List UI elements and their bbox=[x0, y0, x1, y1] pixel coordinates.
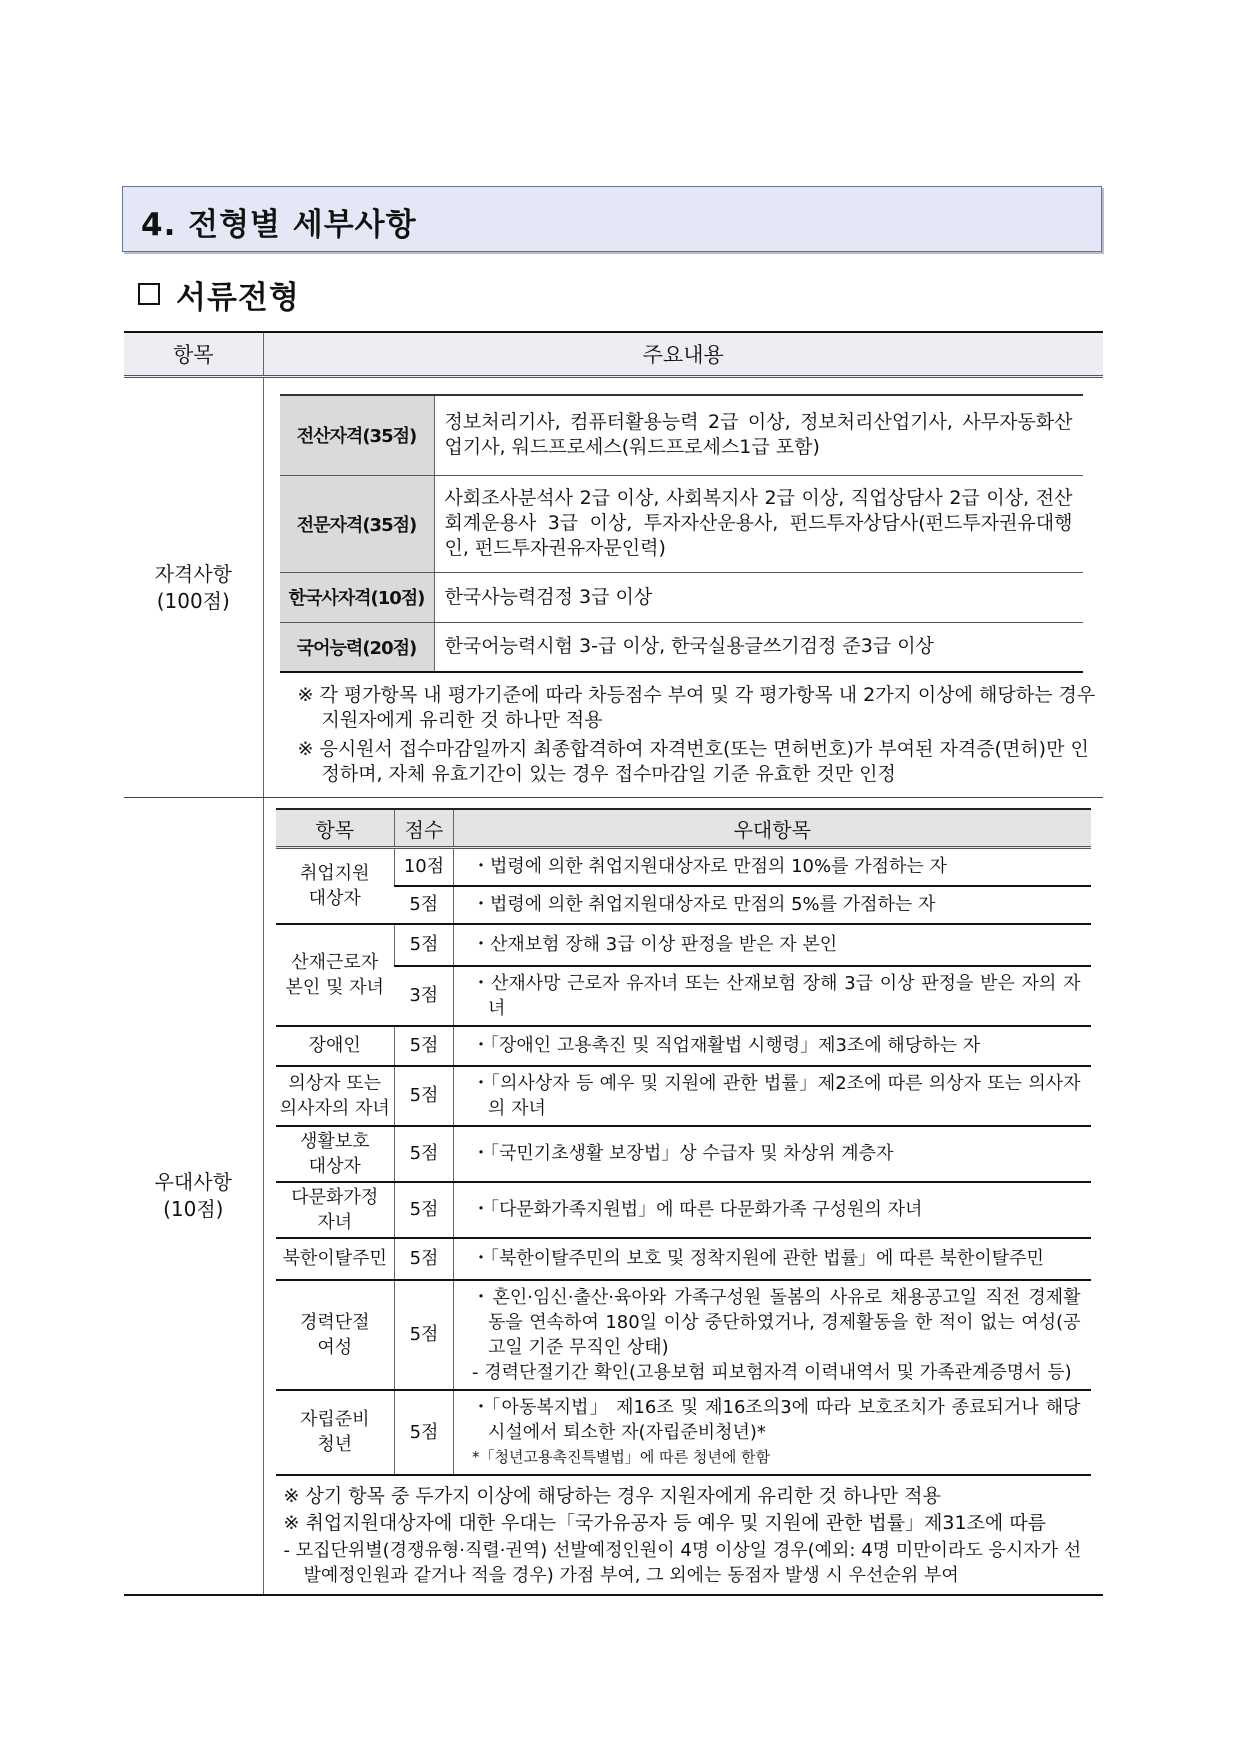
qual-text: 한국사능력검정 3급 이상 bbox=[434, 572, 1083, 622]
table-row bbox=[276, 1066, 1091, 1126]
table-row bbox=[280, 622, 1083, 672]
qual-label: 전문자격(35점) bbox=[280, 475, 435, 572]
qual-label: 국어능력(20점) bbox=[280, 622, 435, 672]
pref-item: 자립준비 청년 bbox=[276, 1390, 395, 1475]
qual-text: 사회조사분석사 2급 이상, 사회복지사 2급 이상, 직업상담사 2급 이상, 전산회계운용사 3급 이상, 투자자산운용사, 펀드투자상담사(펀드투자권유대행인, 펀드투자권유자문인력) bbox=[434, 475, 1083, 572]
qual-label: 전산자격(35점) bbox=[280, 395, 435, 475]
section-title: 4. 전형별 세부사항 bbox=[141, 207, 417, 243]
pref-score: 5점 bbox=[395, 1066, 454, 1126]
pref-item: 취업지원 대상자 bbox=[276, 848, 395, 924]
pref-desc: ・「다문화가족지원법」에 따른 다문화가족 구성원의 자녀 bbox=[454, 1182, 1091, 1238]
subsection-title: 서류전형 bbox=[176, 279, 300, 316]
pref-score: 5점 bbox=[395, 1126, 454, 1182]
pref-score: 5점 bbox=[395, 1280, 454, 1390]
pref-item: 산재근로자 본인 및 자녀 bbox=[276, 924, 395, 1026]
pref-footnote: *「청년고용촉진특별법」에 따른 청년에 한함 bbox=[472, 1447, 771, 1466]
qualification-label bbox=[124, 377, 263, 798]
preference-table-body bbox=[276, 848, 1091, 1475]
pref-score: 5점 bbox=[395, 1238, 454, 1280]
qualification-label-points: (100점) bbox=[156, 588, 230, 613]
table-row bbox=[276, 1238, 1091, 1280]
table-row bbox=[276, 1182, 1091, 1238]
pref-item: 의상자 또는 의사자의 자녀 bbox=[276, 1066, 395, 1126]
pref-item: 경력단절 여성 bbox=[276, 1280, 395, 1390]
note: - 모집단위별(경쟁유형·직렬·권역) 선발예정인원이 4명 이상일 경우(예외: 4명 미만이라도 응시자가 선발예정인원과 같거나 적을 경우) 가점 부여, 그 외에는 동점자 발생 시 우선순위 부여 bbox=[283, 1539, 1082, 1586]
note: ※ 취업지원대상자에 대한 우대는「국가유공자 등 예우 및 지원에 관한 법률」제31조에 따름 bbox=[283, 1511, 1047, 1534]
preference-row bbox=[124, 798, 1103, 1595]
section-title-bar bbox=[122, 186, 1102, 252]
subsection-heading bbox=[138, 272, 300, 316]
pref-header-desc: 우대항목 bbox=[454, 809, 1091, 848]
header-content: 주요내용 bbox=[263, 332, 1103, 377]
pref-item: 장애인 bbox=[276, 1026, 395, 1066]
preference-content bbox=[263, 798, 1103, 1595]
pref-item: 북한이탈주민 bbox=[276, 1238, 395, 1280]
pref-desc: ・산재보험 장해 3급 이상 판정을 받은 자 본인 bbox=[454, 924, 1091, 966]
pref-desc: ・법령에 의한 취업지원대상자로 만점의 10%를 가점하는 자 bbox=[454, 848, 1091, 886]
table-row bbox=[276, 1390, 1091, 1475]
table-row bbox=[276, 1026, 1091, 1066]
pref-desc: ・「국민기초생활 보장법」상 수급자 및 차상위 계층자 bbox=[454, 1126, 1091, 1182]
pref-item: 다문화가정 자녀 bbox=[276, 1182, 395, 1238]
table-row bbox=[276, 886, 1091, 924]
pref-item: 생활보호 대상자 bbox=[276, 1126, 395, 1182]
table-header-row bbox=[124, 332, 1103, 377]
pref-desc: ・「장애인 고용촉진 및 직업재활법 시행령」제3조에 해당하는 자 bbox=[454, 1026, 1091, 1066]
pref-score: 5점 bbox=[395, 886, 454, 924]
preference-label-text: 우대사항 bbox=[154, 1169, 232, 1194]
pref-desc: ・「북한이탈주민의 보호 및 정착지원에 관한 법률」에 따른 북한이탈주민 bbox=[454, 1238, 1091, 1280]
pref-desc: ・「의사상자 등 예우 및 지원에 관한 법률」제2조에 따른 의상자 또는 의사자의 자녀 bbox=[454, 1066, 1091, 1126]
screening-table bbox=[124, 331, 1103, 1596]
table-row bbox=[276, 1126, 1091, 1182]
table-row bbox=[276, 848, 1091, 886]
header-item: 항목 bbox=[124, 332, 263, 377]
checkbox-icon bbox=[138, 283, 160, 305]
note: ※ 상기 항목 중 두가지 이상에 해당하는 경우 지원자에게 유리한 것 하나만 적용 bbox=[283, 1484, 941, 1507]
pref-score: 5점 bbox=[395, 924, 454, 966]
pref-header-score: 점수 bbox=[395, 809, 454, 848]
preference-label bbox=[124, 798, 263, 1595]
qualification-row bbox=[124, 377, 1103, 798]
pref-desc: ・산재사망 근로자 유자녀 또는 산재보험 장해 3급 이상 판정을 받은 자의 자녀 bbox=[454, 966, 1091, 1026]
pref-score: 10점 bbox=[395, 848, 454, 886]
pref-desc: ・「아동복지법」 제16조 및 제16조의3에 따라 보호조치가 종료되거나 해당시설에서 퇴소한 자(자립준비청년)* *「청년고용촉진특별법」에 따른 청년에 한함 bbox=[454, 1390, 1091, 1475]
table-row bbox=[280, 395, 1083, 475]
qualification-table bbox=[280, 394, 1083, 673]
qualification-label-text: 자격사항 bbox=[154, 561, 232, 586]
table-row bbox=[276, 924, 1091, 966]
note: ※ 응시원서 접수마감일까지 최종합격하여 자격번호(또는 면허번호)가 부여된 자격증(면허)만 인정하며, 자체 유효기간이 있는 경우 접수마감일 기준 유효한 것만 인정 bbox=[297, 738, 1089, 785]
qual-text: 정보처리기사, 컴퓨터활용능력 2급 이상, 정보처리산업기사, 사무자동화산업기사, 워드프로세스(워드프로세스1급 포함) bbox=[434, 395, 1083, 475]
pref-header-item: 항목 bbox=[276, 809, 395, 848]
qualification-content bbox=[263, 377, 1103, 798]
pref-score: 5점 bbox=[395, 1390, 454, 1475]
table-row bbox=[276, 1280, 1091, 1390]
table-header-row bbox=[276, 809, 1091, 848]
pref-desc: ・법령에 의한 취업지원대상자로 만점의 5%를 가점하는 자 bbox=[454, 886, 1091, 924]
pref-score: 5점 bbox=[395, 1026, 454, 1066]
table-row bbox=[276, 966, 1091, 1026]
preference-notes bbox=[284, 1484, 1098, 1588]
pref-score: 3점 bbox=[395, 966, 454, 1026]
note: ※ 각 평가항목 내 평가기준에 따라 차등점수 부여 및 각 평가항목 내 2가지 이상에 해당하는 경우 지원자에게 유리한 것 하나만 적용 bbox=[297, 684, 1096, 731]
qual-text: 한국어능력시험 3-급 이상, 한국실용글쓰기검정 준3급 이상 bbox=[434, 622, 1083, 672]
qual-label: 한국사자격(10점) bbox=[280, 572, 435, 622]
preference-table bbox=[276, 808, 1091, 1476]
pref-score: 5점 bbox=[395, 1182, 454, 1238]
qualification-notes bbox=[298, 683, 1098, 787]
table-row bbox=[280, 572, 1083, 622]
preference-label-points: (10점) bbox=[163, 1196, 224, 1221]
pref-desc: ・혼인·임신·출산·육아와 가족구성원 돌봄의 사유로 채용공고일 직전 경제활동을 연속하여 180일 이상 중단하였거나, 경제활동을 한 적이 없는 여성(공고일 기준 무직인 상태) - 경력단절기간 확인(고용보험 피보험자격 이력내역서 및 가족관계증명서 등) bbox=[454, 1280, 1091, 1390]
table-row bbox=[280, 475, 1083, 572]
